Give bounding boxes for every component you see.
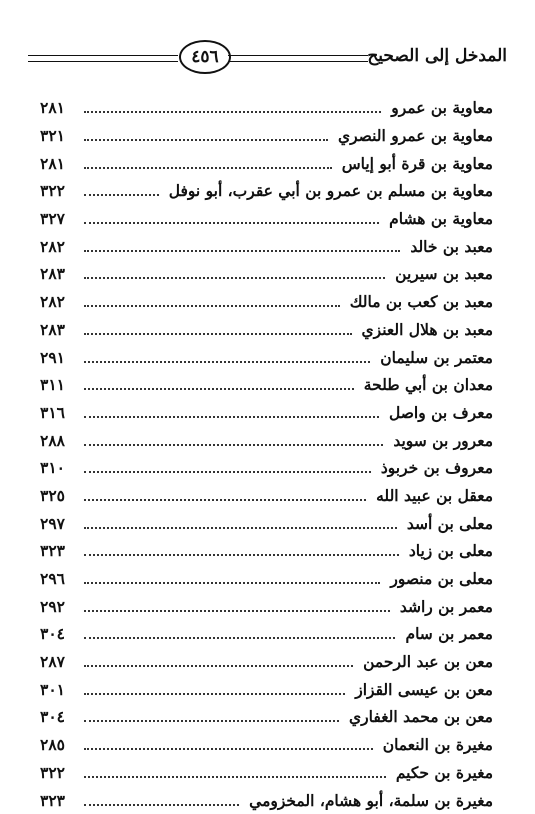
dot-leader	[84, 692, 345, 695]
entry-page: ٢٨٨	[40, 430, 65, 450]
entry-page: ٢٨٥	[40, 735, 65, 755]
entry-page: ٢٩٧	[40, 513, 65, 533]
dot-leader	[84, 553, 399, 556]
dot-leader	[84, 443, 383, 446]
index-entry	[40, 703, 493, 731]
entry-name: معقل بن عبيد الله	[370, 486, 493, 505]
index-entry	[40, 648, 493, 676]
dot-leader	[84, 249, 400, 252]
entry-page: ٣٢٧	[40, 209, 65, 229]
index-entry	[40, 592, 493, 620]
entry-name: معاوية بن مسلم بن عمرو بن أبي عقرب، أبو نوفل	[163, 181, 493, 200]
entry-name: معدان بن أبي طلحة	[358, 375, 493, 394]
entry-page: ٣٢٢	[40, 762, 65, 782]
dot-leader	[84, 332, 352, 335]
entry-name: معن بن محمد الغفاري	[343, 707, 493, 726]
index-entry	[40, 482, 493, 510]
index-entry	[40, 565, 493, 593]
entry-name: معرف بن واصل	[383, 403, 493, 422]
entry-page: ٢٨١	[40, 98, 65, 118]
index-entry	[40, 94, 493, 122]
index-entry	[40, 149, 493, 177]
dot-leader	[84, 775, 386, 778]
dot-leader	[84, 470, 371, 473]
dot-leader	[84, 581, 380, 584]
index-entry	[40, 122, 493, 150]
entry-page: ٣٢٣	[40, 790, 65, 810]
dot-leader	[84, 498, 366, 501]
entry-name: معن بن عيسى القزاز	[349, 680, 493, 699]
entry-page: ٣١١	[40, 375, 65, 395]
index-entry	[40, 675, 493, 703]
dot-leader	[84, 664, 353, 667]
entry-page: ٣٠١	[40, 679, 65, 699]
dot-leader	[84, 636, 395, 639]
index-entry	[40, 759, 493, 787]
index-entry	[40, 316, 493, 344]
index-entry	[40, 371, 493, 399]
entry-name: معرور بن سويد	[387, 431, 493, 450]
index-entry	[40, 454, 493, 482]
entry-name: معاوية بن قرة أبو إياس	[336, 154, 493, 173]
entry-name: مغيرة بن حكيم	[390, 763, 493, 782]
index-entry	[40, 288, 493, 316]
entry-name: معروف بن خربوذ	[375, 458, 493, 477]
entry-page: ٢٨٢	[40, 236, 65, 256]
index-entry	[40, 731, 493, 759]
entry-page: ٣٢٣	[40, 541, 65, 561]
entry-page: ٣٠٤	[40, 707, 65, 727]
entry-name: معمر بن سام	[399, 624, 493, 643]
dot-leader	[84, 803, 239, 806]
entry-page: ٣٢٢	[40, 181, 65, 201]
entry-page: ٣٠٤	[40, 624, 65, 644]
entry-name: معبد بن خالد	[404, 237, 493, 256]
header-rule-middle	[228, 55, 368, 62]
entry-page: ٣١٠	[40, 458, 65, 478]
index-entry	[40, 509, 493, 537]
entry-page: ٢٩٢	[40, 596, 65, 616]
entry-page: ٢٨٣	[40, 319, 65, 339]
entry-name: معمر بن راشد	[394, 597, 493, 616]
index-entry	[40, 177, 493, 205]
dot-leader	[84, 526, 397, 529]
index-entry	[40, 260, 493, 288]
index-entry	[40, 786, 493, 814]
entry-page: ٢٨٧	[40, 652, 65, 672]
entry-name: معاوية بن عمرو	[385, 98, 493, 117]
dot-leader	[84, 719, 339, 722]
entry-name: معتمر بن سليمان	[374, 348, 493, 367]
entry-page: ٢٩١	[40, 347, 65, 367]
entry-name: مغيرة بن النعمان	[377, 735, 493, 754]
entry-name: معبد بن سيرين	[389, 264, 493, 283]
dot-leader	[84, 110, 381, 113]
entry-page: ٢٨٢	[40, 292, 65, 312]
header-rule-left	[28, 55, 178, 62]
dot-leader	[84, 387, 354, 390]
dot-leader	[84, 304, 340, 307]
dot-leader	[84, 609, 390, 612]
index-entry	[40, 205, 493, 233]
entry-name: معن بن عبد الرحمن	[357, 652, 493, 671]
index-entry	[40, 343, 493, 371]
entry-page: ٢٨٣	[40, 264, 65, 284]
entry-page: ٣٢١	[40, 126, 65, 146]
index-entry	[40, 232, 493, 260]
entry-name: معاوية بن عمرو النصري	[332, 126, 493, 145]
dot-leader	[84, 747, 373, 750]
page-number: ٤٥٦	[179, 40, 231, 74]
entry-name: معلى بن زياد	[403, 541, 493, 560]
dot-leader	[84, 166, 332, 169]
entry-name: معلى بن أسد	[401, 514, 493, 533]
index-entry	[40, 399, 493, 427]
entry-page: ٣١٦	[40, 402, 65, 422]
entry-page: ٣٢٥	[40, 485, 65, 505]
dot-leader	[84, 276, 385, 279]
entry-name: معاوية بن هشام	[383, 209, 493, 228]
dot-leader	[84, 360, 370, 363]
running-title: المدخل إلى الصحيح	[367, 46, 507, 66]
entry-page: ٢٩٦	[40, 569, 65, 589]
entry-name: معبد بن كعب بن مالك	[344, 292, 493, 311]
index-entry	[40, 537, 493, 565]
entry-name: مغيرة بن سلمة، أبو هشام، المخزومي	[243, 791, 493, 810]
index-list	[40, 94, 493, 814]
dot-leader	[84, 221, 379, 224]
index-entry	[40, 620, 493, 648]
entry-name: معبد بن هلال العنزي	[356, 320, 493, 339]
dot-leader	[84, 415, 379, 418]
entry-name: معلى بن منصور	[384, 569, 493, 588]
entry-page: ٢٨١	[40, 153, 65, 173]
dot-leader	[84, 193, 159, 196]
index-entry	[40, 426, 493, 454]
page-header	[28, 36, 507, 84]
dot-leader	[84, 138, 328, 141]
